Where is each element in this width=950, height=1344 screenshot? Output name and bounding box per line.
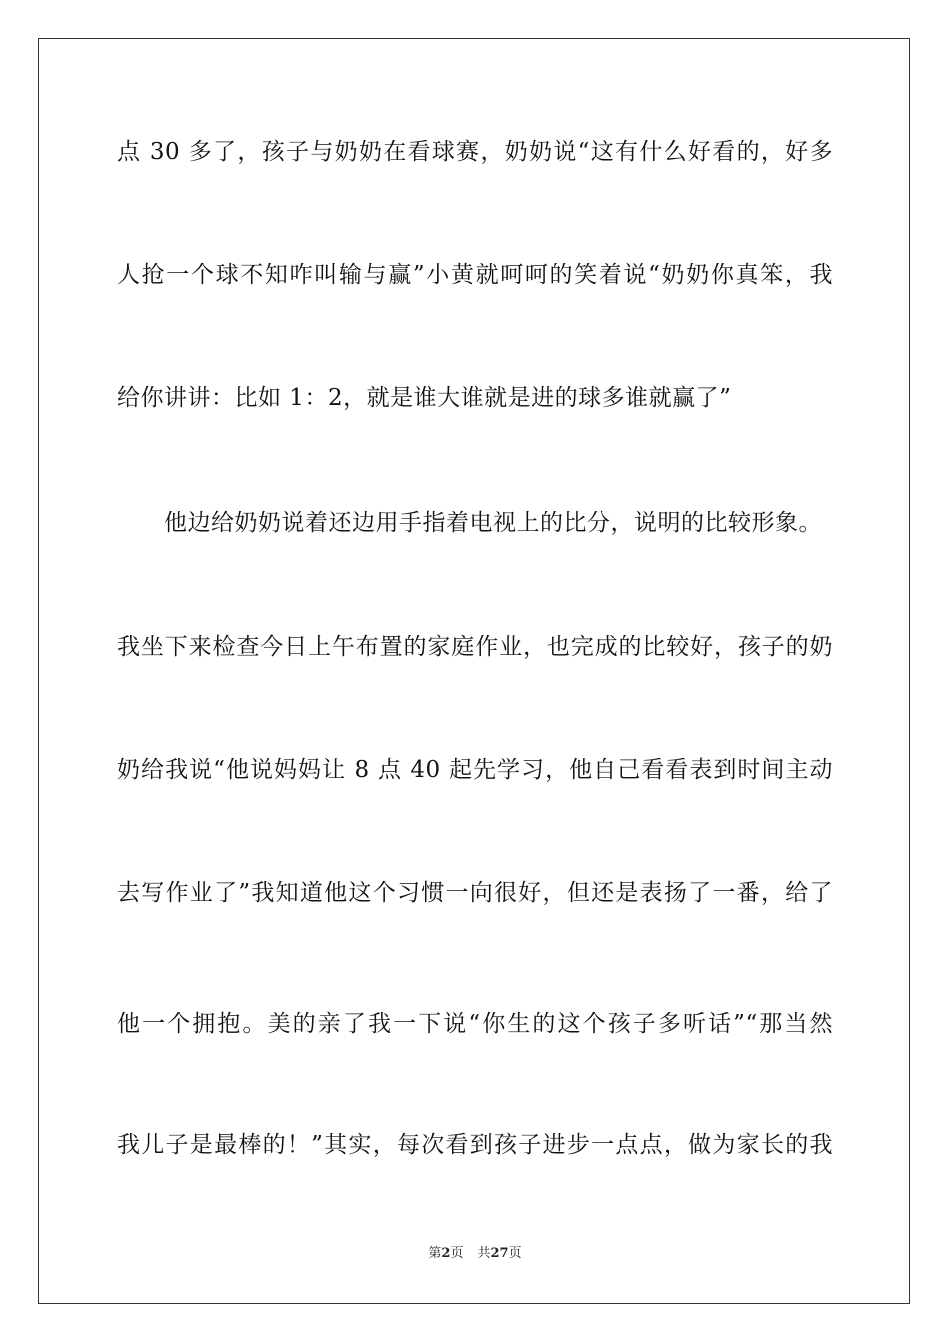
body-line-7: 去写作业了”我知道他这个习惯一向很好，但还是表扬了一番，给了 [117,880,833,906]
total-prefix: 共 [477,1246,491,1261]
total-suffix: 页 [508,1246,522,1261]
page-border [38,38,910,1304]
body-line-6: 奶给我说“他说妈妈让 8 点 40 起先学习，他自己看看表到时间主动 [117,757,833,783]
body-line-4-paragraph-start: 他边给奶奶说着还边用手指着电视上的比分，说明的比较形象。 [164,510,822,536]
body-line-5: 我坐下来检查今日上午布置的家庭作业，也完成的比较好，孩子的奶 [117,634,833,660]
body-line-3: 给你讲讲：比如 1：2，就是谁大谁就是进的球多谁就赢了” [117,385,732,411]
body-line-9: 我儿子是最棒的！”其实，每次看到孩子进步一点点，做为家长的我 [117,1132,833,1158]
page-footer [0,1246,950,1262]
body-line-2: 人抢一个球不知咋叫输与赢”小黄就呵呵的笑着说“奶奶你真笨，我 [117,262,833,288]
total-page-number: 27 [490,1246,509,1261]
current-page-number: 2 [441,1246,451,1261]
page-suffix: 页 [450,1246,464,1261]
page-prefix: 第 [428,1246,442,1261]
body-line-1: 点 30 多了，孩子与奶奶在看球赛，奶奶说“这有什么好看的，好多 [117,139,833,165]
body-line-8: 他一个拥抱。美的亲了我一下说“你生的这个孩子多听话”“那当然 [117,1011,833,1037]
